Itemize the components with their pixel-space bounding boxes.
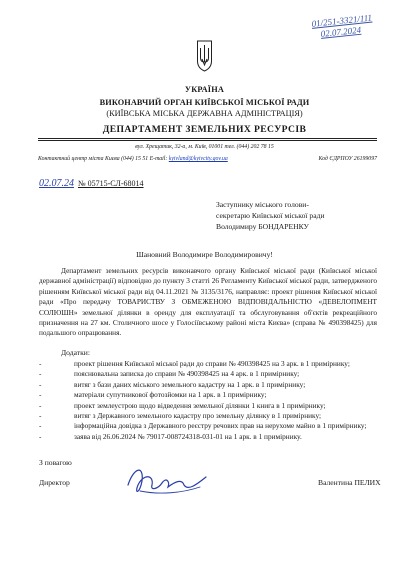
letter-body: Департамент земельних ресурсів виконавчого органу Київської міської ради (Київської міської державної адміністрації) відповідно до пункту 3 статті 26 Регламенту Київської міської ради, затвердженого рішенням Київської міської ради від 04.11.2021 № 3135/3176, направляє: проект рішення Київської міської ради «Про передачу ТОВАРИСТВУ З ОБМЕЖЕНОЮ ВІДПОВІДАЛЬНІСТЮ «ДЕВЕЛОПМЕНТ СОЛЮШН» земельної ділянки в оренду для експлуатації та обслуговування об'єктів рекреаційного призначення на 27 км. Столичного шосе у Голосіївському районі міста Києва» (справа № 490398425) для подальшого опрацювання. [39, 266, 377, 338]
coat-of-arms-trident-icon [196, 40, 213, 72]
outgoing-registration [39, 178, 144, 189]
stamp-number: 01/251-3321/111 [311, 12, 373, 29]
department-title: ДЕПАРТАМЕНТ ЗЕМЕЛЬНИХ РЕСУРСІВ [102, 124, 307, 135]
salutation: Шановний Володимире Володимировичу! [136, 250, 273, 259]
addressee-line: Володимиру БОНДАРЕНКУ [216, 222, 309, 231]
email-link[interactable]: kyivland@kyivcity.gov.ua [168, 156, 228, 162]
registration-stamp [311, 9, 405, 40]
attachment-item: - інформаційна довідка з Державного реєстру речових прав на нерухоме майно в 1 примірнику; [39, 421, 379, 431]
signer-role: Директор [39, 478, 70, 487]
attachment-item: - матеріали супутникової фотозйомки на 1 арк. в 1 примірнику; [39, 390, 379, 400]
edrpou-code: Код ЄДРПОУ 26199097 [318, 156, 377, 162]
department-address: вул. Хрещатик, 32-а, м. Київ, 01001 тел. (044) 202 78 15 [135, 144, 274, 150]
addressee-block [216, 199, 391, 232]
header-divider [38, 138, 377, 139]
addressee-line: секретарю Київської міської ради [216, 211, 325, 220]
attachments-list [39, 359, 379, 442]
attachment-item: - проект рішення Київської міської ради до справи № 490398425 на 3 арк. в 1 примірнику; [39, 359, 379, 369]
contact-center: Контактний центр міста Києва (044) 15 51 E-mail: [38, 156, 168, 162]
contact-line [38, 156, 377, 162]
country-label: УКРАЇНА [184, 85, 225, 94]
handwritten-signature-icon [120, 455, 215, 505]
addressee-line: Заступнику міського голови- [216, 200, 309, 209]
header-divider-thin [38, 140, 377, 141]
attachment-item: - проект землеустрою щодо відведення земельної ділянки 1 книга в 1 примірнику; [39, 401, 379, 411]
signer-name: Валентина ПЕЛИХ [318, 478, 381, 487]
attachment-item: - витяг з бази даних міського земельного кадастру на 1 арк. в 1 примірнику; [39, 380, 379, 390]
org-subtitle: (КИЇВСЬКА МІСЬКА ДЕРЖАВНА АДМІНІСТРАЦІЯ) [106, 109, 303, 118]
attachments-title: Додатки: [61, 348, 90, 357]
handwritten-date: 02.07.24 [39, 178, 74, 189]
attachment-item: - заява від 26.06.2024 № 79017-008724318-031-01 на 1 арк. в 1 примірнику. [39, 432, 379, 442]
outgoing-number: № 05715-СЛ-68014 [78, 179, 144, 188]
org-title: ВИКОНАВЧИЙ ОРГАН КИЇВСЬКОЇ МІСЬКОЇ РАДИ [99, 98, 310, 107]
attachment-item: - пояснювальна записка до справи № 490398425 на 4 арк. в 1 примірнику; [39, 369, 379, 379]
stamp-date: 02.07.2024 [320, 24, 362, 39]
attachment-item: - витяг з Державного земельного кадастру про земельну ділянку в 1 примірнику; [39, 411, 379, 421]
closing-phrase: З повагою [39, 458, 72, 467]
